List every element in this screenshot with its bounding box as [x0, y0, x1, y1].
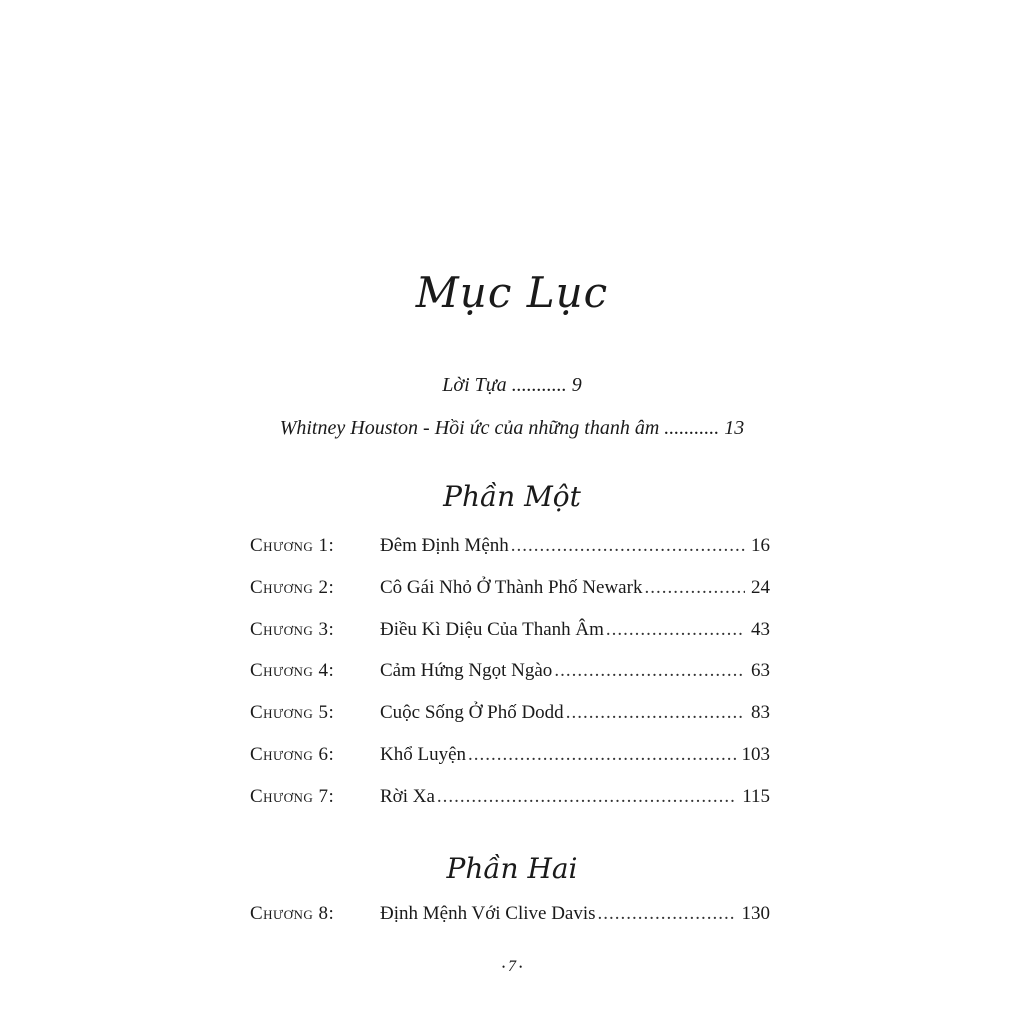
leader-dots [606, 619, 745, 641]
page-number: 115 [742, 785, 770, 807]
toc-list-part-1 [250, 535, 770, 828]
leader-dots [598, 903, 736, 925]
chapter-label: Chương 8: [250, 903, 335, 924]
toc-row [250, 744, 770, 786]
front-matter-title: Whitney Houston - Hồi ức của những thanh âm [279, 417, 660, 439]
front-matter-page: 9 [571, 374, 582, 396]
toc-row [250, 619, 770, 661]
chapter-label: Chương 1: [250, 535, 335, 556]
page-number: 16 [751, 535, 770, 556]
chapter-label: Chương 3: [250, 618, 335, 640]
page-number: 24 [751, 576, 770, 598]
folio-number: 7 [508, 958, 516, 975]
chapter-title: Rời Xa [380, 785, 435, 807]
toc-row [250, 577, 770, 619]
toc-row [250, 660, 770, 702]
toc-row [250, 903, 770, 945]
toc-row [250, 535, 770, 577]
leader-dots [644, 577, 745, 599]
chapter-label: Chương 4: [250, 660, 335, 682]
page-number: 130 [741, 903, 770, 924]
chapter-title: Điều Kì Diệu Của Thanh Âm [380, 618, 604, 640]
chapter-label: Chương 7: [250, 785, 335, 807]
chapter-title: Cô Gái Nhỏ Ở Thành Phố Newark [380, 576, 643, 598]
chapter-label: Chương 2: [250, 576, 335, 598]
page-folio [0, 958, 1024, 976]
chapter-title: Đêm Định Mệnh [380, 535, 509, 556]
leader-dots: ........... [664, 417, 720, 439]
leader-dots [554, 660, 745, 682]
leader-dots [437, 786, 736, 808]
page-number: 63 [751, 660, 770, 682]
chapter-title: Khổ Luyện [380, 743, 467, 765]
part-heading: Phần Một [443, 480, 581, 513]
chapter-title: Định Mệnh Với Clive Davis [380, 903, 596, 924]
page-number: 103 [741, 743, 770, 765]
toc-row [250, 786, 770, 828]
chapter-label: Chương 5: [250, 702, 335, 724]
leader-dots [468, 744, 735, 766]
part-heading: Phần Hai [446, 852, 578, 885]
page-title: Mục Lục [415, 268, 609, 317]
leader-dots [566, 702, 745, 724]
chapter-title: Cảm Hứng Ngọt Ngào [380, 660, 553, 682]
leader-dots: ........... [511, 374, 567, 396]
chapter-title: Cuộc Sống Ở Phố Dodd [380, 702, 564, 724]
folio-ornament-icon: • [519, 962, 523, 973]
folio-ornament-icon: • [501, 962, 505, 973]
front-matter-entry [0, 417, 1024, 440]
page-number: 83 [751, 702, 770, 724]
page-number: 43 [751, 618, 770, 640]
front-matter-entry [0, 374, 1024, 397]
toc-row [250, 702, 770, 744]
front-matter-page: 13 [724, 417, 745, 439]
toc-list-part-2 [250, 903, 770, 945]
leader-dots [511, 535, 745, 557]
chapter-label: Chương 6: [250, 743, 335, 765]
front-matter-title: Lời Tựa [442, 374, 507, 396]
